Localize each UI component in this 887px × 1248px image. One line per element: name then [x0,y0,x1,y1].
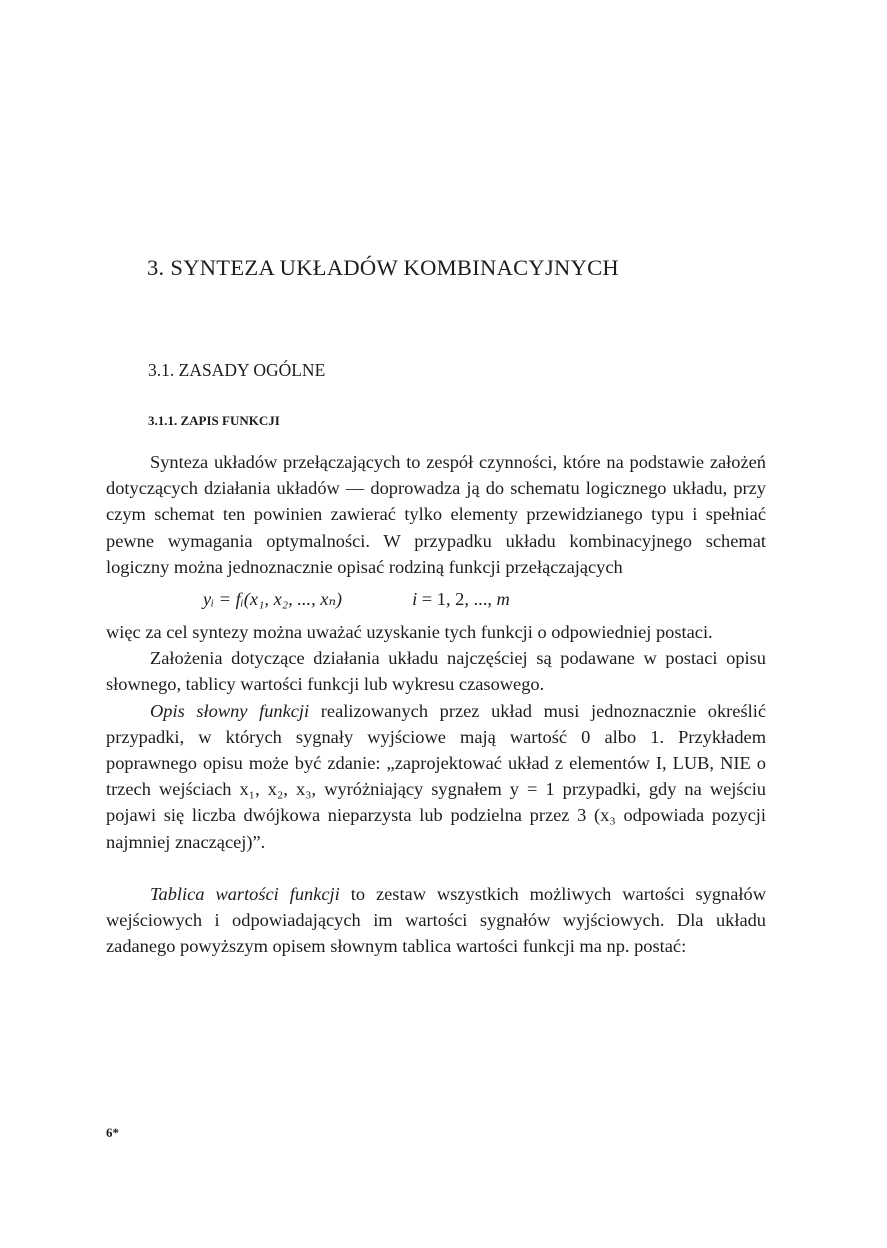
subsection-heading: 3.1.1. ZAPIS FUNKCJI [148,413,280,428]
formula-lhs: yᵢ = fᵢ(x₁, x₂, ..., xₙ) [203,589,343,610]
paragraph-3: Założenia dotyczące działania układu najczęściej są podawane w postaci opisu słownego, tablicy wartości funkcji lub wykresu czasowego. [106,648,766,695]
formula-index-end: m [496,589,510,610]
term-tablica-wartosci: Tablica wartości funkcji [150,883,340,904]
body-text [106,449,766,959]
formula-index-var: i [412,589,418,610]
paragraph-1: Synteza układów przełączających to zespół czynności, które na podstawie założeń dotyczących działania układów — doprowadza ją do schematu logicznego układu, przy czym schemat ten powinien zawierać tylko elementy przewidzianego typu i spełniać pewne wymagania optymalności. W przypadku układu kombinacyjnego schemat logiczny można jednoznacznie opisać rodziną funkcji przełączających [106,452,766,577]
formula [106,580,766,619]
term-opis-slowny: Opis słowny funkcji [150,700,310,721]
formula-rhs [412,586,510,612]
paragraph-4 [106,698,766,855]
formula-index-range: = 1, 2, ..., [417,589,497,610]
paragraph-4-text: realizowanych przez układ musi jednoznacznie określić przypadki, w których sygnały wyjściowe mają wartość 0 albo 1. Przykładem poprawnego opisu może być zdanie: „zaprojektować układ z elementów I, LUB, NIE o trzech wejściach x₁, x₂, x₃, wyróżniający sygnałem y = 1 przypadki, gdy na wejściu pojawi się liczba dwójkowa nieparzysta lub podzielna przez 3 (x₃ odpowiada pozycji najmniej znaczącej)”. [106,700,767,852]
paragraph-5-text: to zestaw wszystkich możliwych wartości sygnałów wejściowych i odpowiadających im wartości sygnałów wyjściowych. Dla układu zadanego powyższym opisem słownym tablica wartości funkcji ma np. postać: [106,883,766,957]
page-number: 6* [106,1125,119,1140]
chapter-title: 3. SYNTEZA UKŁADÓW KOMBINACYJNYCH [147,255,619,280]
section-heading: 3.1. ZASADY OGÓLNE [148,360,326,380]
paragraph-2: więc za cel syntezy można uważać uzyskanie tych funkcji o odpowiedniej postaci. [106,622,713,643]
paragraph-5 [106,881,766,960]
